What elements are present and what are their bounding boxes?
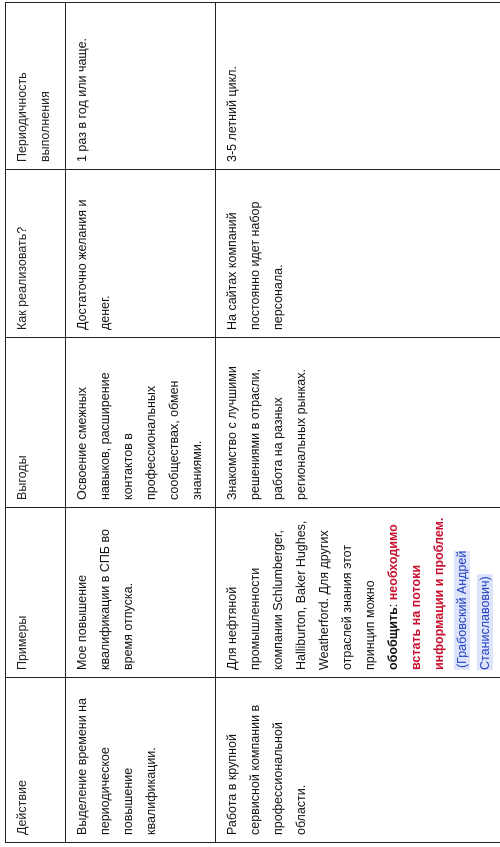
- cell-how: На сайтах компаний постоянно идет набор персонала.: [216, 170, 500, 338]
- cell-period: 3-5 летний цикл.: [216, 3, 500, 170]
- cell-period: 1 раз в год или чаще.: [66, 3, 216, 170]
- header-how: Как реализовать?: [6, 170, 66, 338]
- header-action: Действие: [6, 678, 66, 843]
- header-examples: Примеры: [6, 508, 66, 678]
- cell-benefits: Освоение смежных навыков, расширение контактов в профессиональных сообществах, обмен знаниями.: [66, 338, 216, 508]
- table-row: [216, 3, 500, 843]
- examples-highlight-text: необходимо встать на потоки информации и проблем.: [386, 517, 446, 670]
- header-benefits: Выгоды: [6, 338, 66, 508]
- cell-how: Достаточно желания и денег.: [66, 170, 216, 338]
- cell-action: Выделение времени на периодическое повышение квалификации.: [66, 678, 216, 843]
- table-row: [66, 3, 216, 843]
- header-period: Периодичность выполнения: [6, 3, 66, 170]
- cell-examples: Мое повышение квалификации в СПБ во время отпуска.: [66, 508, 216, 678]
- examples-plain-text: Для нефтяной промышленности компании Schlumberger, Halliburton, Baker Hughes, Weatherford. Для других отраслей знания этот принцип можно: [225, 520, 377, 670]
- examples-bold-text: обобщить: [386, 607, 400, 670]
- cell-action: Работа в крупной сервисной компании в профессиональной области.: [216, 678, 500, 843]
- examples-colon: :: [386, 600, 400, 608]
- cell-examples: [216, 508, 500, 678]
- person-mention-chip[interactable]: (Грабовский Андрей Станиславович): [455, 550, 492, 670]
- table-header-row: [6, 3, 66, 843]
- cell-benefits: Знакомство с лучшими решениями в отрасли, работа на разных региональных рынках.: [216, 338, 500, 508]
- action-plan-table: [5, 2, 500, 843]
